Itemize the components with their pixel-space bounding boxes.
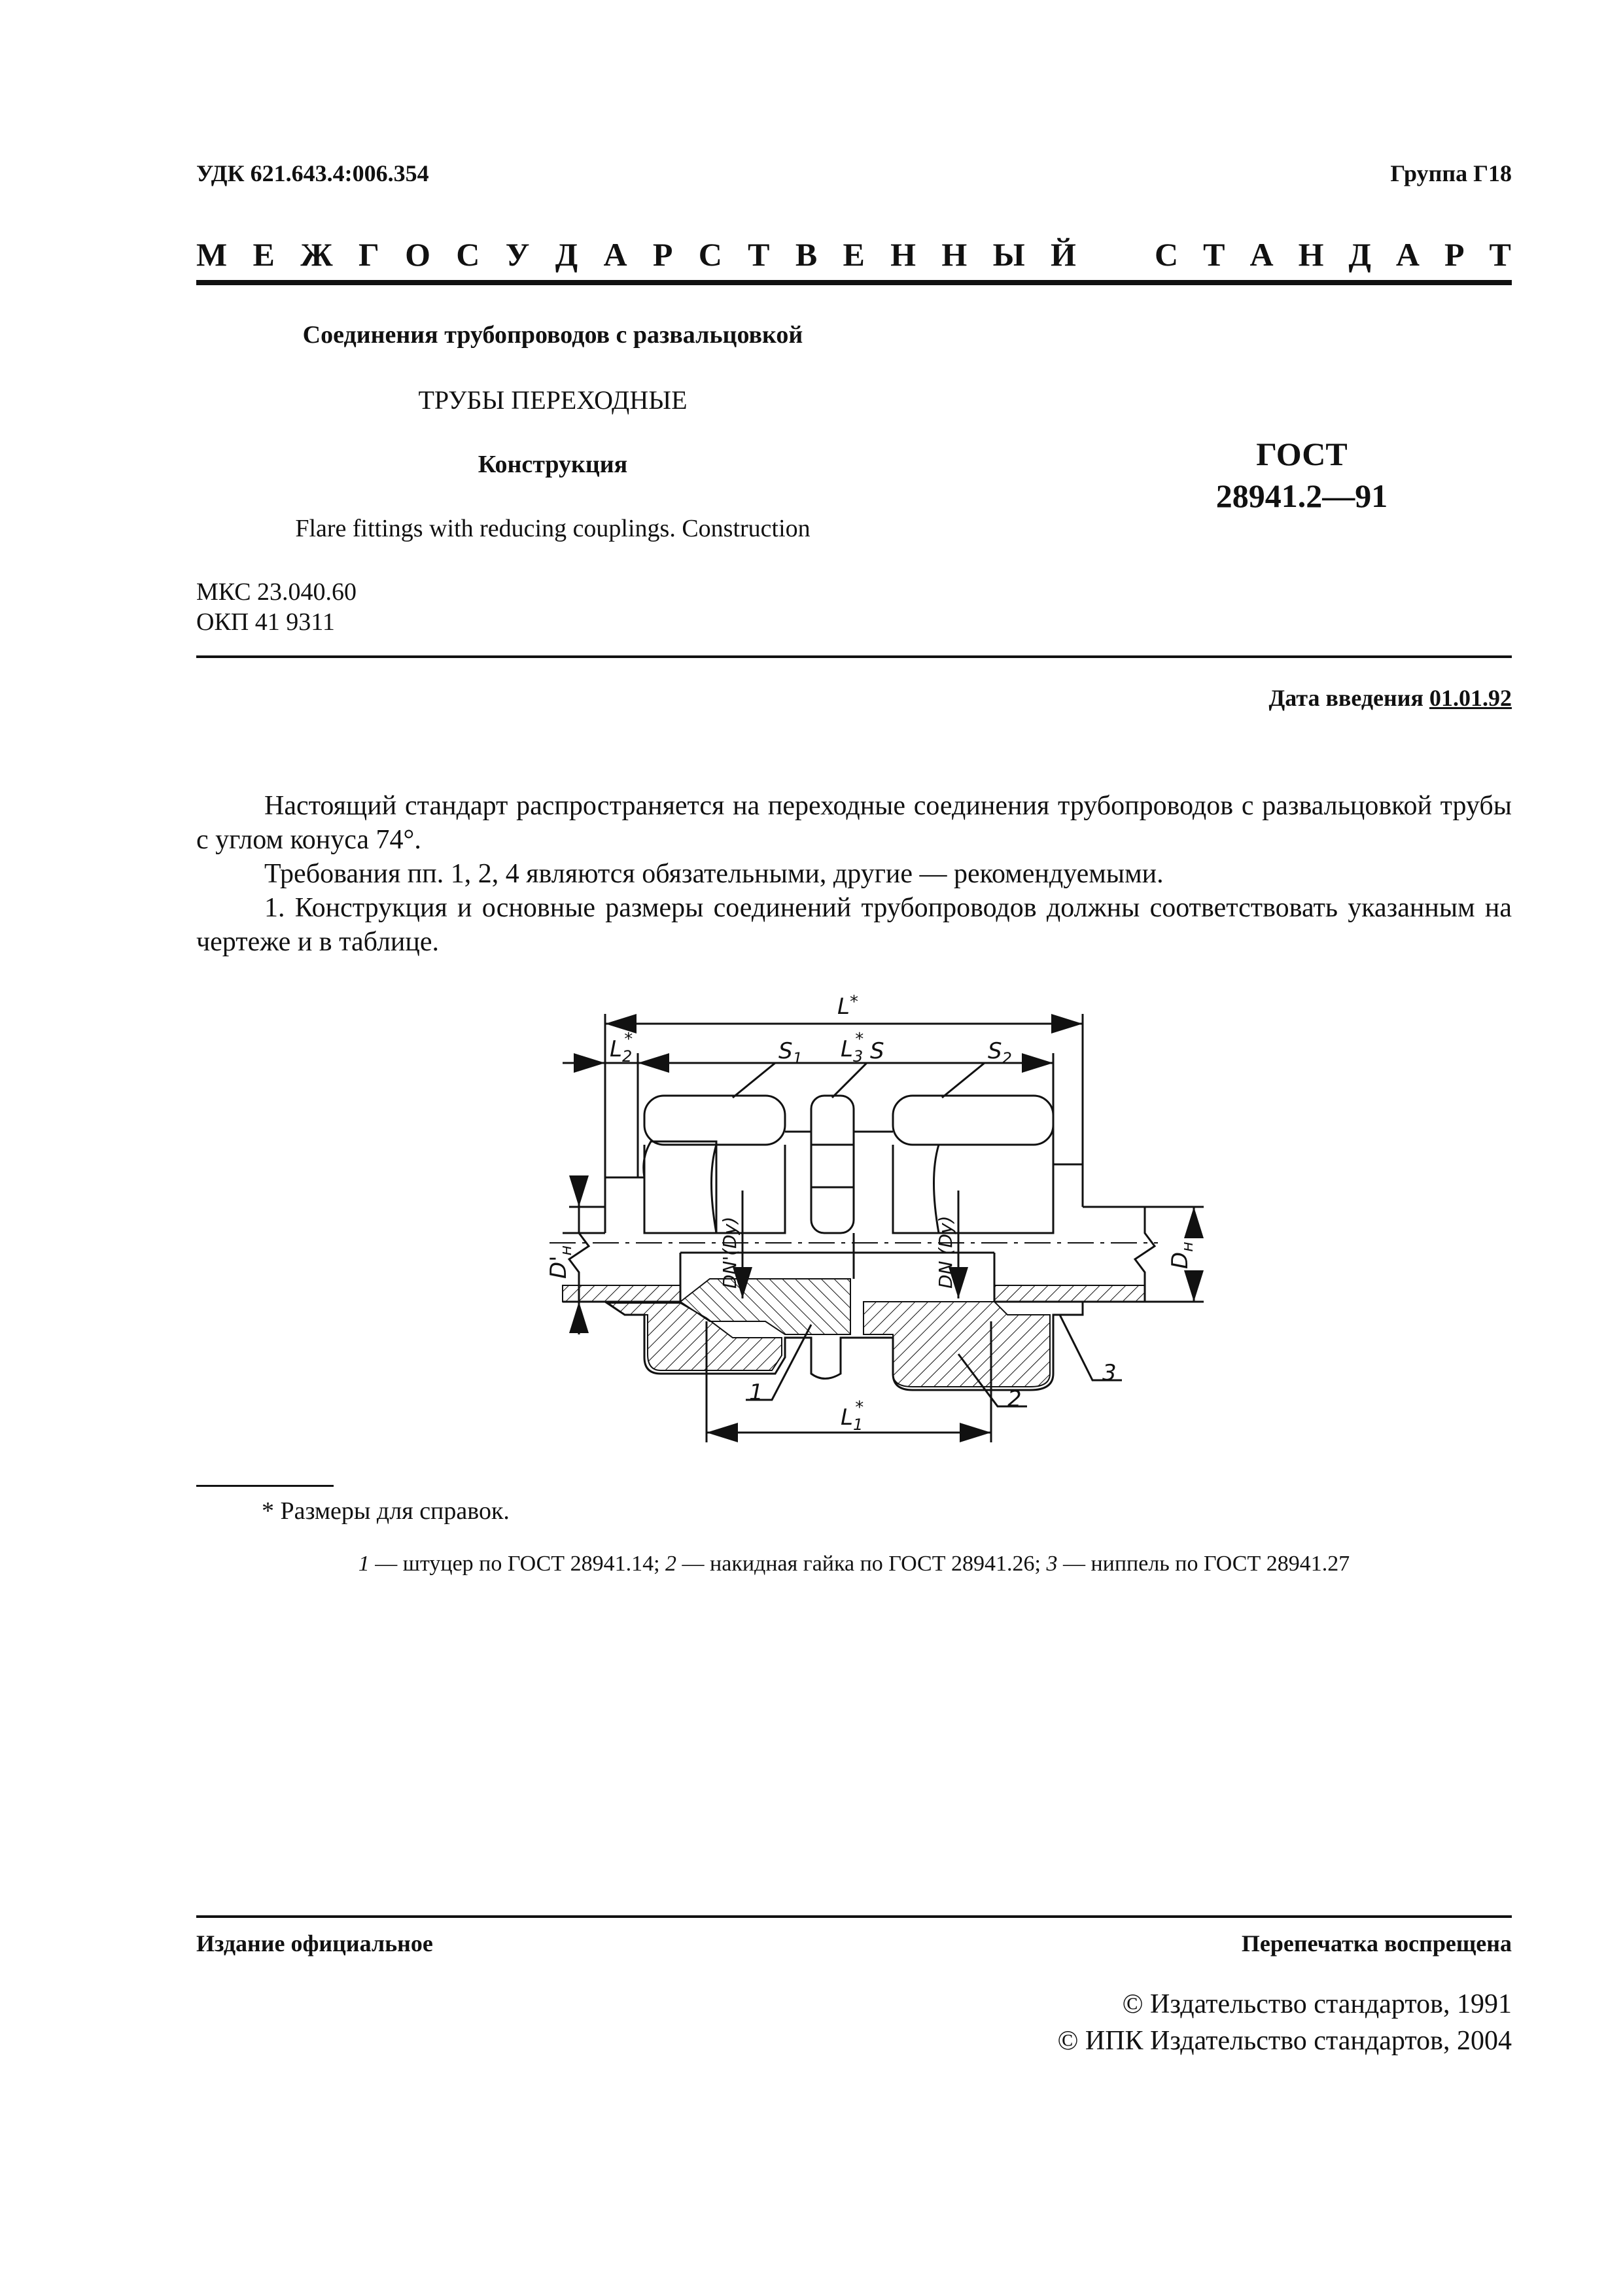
heading-letter: Г [358,236,379,273]
label-dn1: DN'(Dу) [719,1216,741,1289]
left-tube-section [563,1285,680,1302]
heading-letter: Е [843,236,865,273]
title-english: Flare fittings with reducing couplings. Construction [295,515,811,542]
heading-letter: Д [555,236,578,273]
heading-letter: Ы [992,236,1025,273]
gost-number-block [1138,433,1465,517]
right-nut-hex-top [893,1096,1053,1145]
label-S1: $S_1$ [778,1038,803,1068]
legend-text-2: — накидная гайка по ГОСТ 28941.26; [676,1552,1047,1576]
gost-number: 28941.2—91 [1215,478,1388,514]
label-L3: $L_3*$ [841,1030,864,1066]
heading-letter: С [1155,236,1179,273]
okp-code: ОКП 41 9311 [196,608,335,636]
heading-letter: М [196,236,228,273]
label-S2: $S_2$ [988,1038,1012,1068]
heading-letter: Т [1489,236,1511,273]
spaced-word-2 [1155,235,1511,273]
udk-code: УДК 621.643.4:006.354 [196,160,429,186]
label-L: L* [837,992,858,1020]
heading-letter: Н [1298,236,1324,273]
right-tube-section [994,1285,1145,1302]
copyright-block [1057,1986,1512,2059]
copyright-line-2: © ИПК Издательство стандартов, 2004 [1057,2026,1512,2056]
standard-type-heading [196,235,1511,273]
heading-letter: О [405,236,430,273]
heading-letter: С [456,236,480,273]
separator-rule [196,655,1512,658]
legend-num-3: 3 [1046,1552,1058,1576]
label-S: S [870,1038,884,1064]
footnote: * Размеры для справок. [262,1497,510,1525]
heading-letter: Р [1444,236,1465,273]
heading-letter: А [1249,236,1274,273]
paragraph-scope: Настоящий стандарт распространяется на переходные соединения трубопроводов с развальцовкой трубы с углом конуса 74°. [196,791,1512,855]
heading-letter: Е [253,236,275,273]
title-line-2: ТРУБЫ ПЕРЕХОДНЫЕ [418,385,688,415]
label-dn2: DN (Dу) [935,1215,956,1289]
heading-letter: А [603,236,627,273]
right-nut-outline [893,1145,1053,1233]
mks-code: МКС 23.040.60 [196,578,357,606]
footnote-rule [196,1485,334,1487]
label-dh: $D_н$ [1167,1242,1196,1269]
heading-letter: В [795,236,818,273]
date-of-introduction [1269,684,1512,712]
label-part-3: 3 [1102,1360,1117,1386]
heading-letter: Й [1051,236,1076,273]
legend-num-2: 2 [665,1552,677,1576]
reprint-prohibited: Перепечатка воспрещена [1241,1930,1512,1957]
left-nut-hex-top [644,1096,785,1145]
paragraph-requirements: Требования пп. 1, 2, 4 являются обязательными, другие — рекомендуемыми. [264,859,1164,889]
heading-letter: Ж [300,236,333,273]
date-label: Дата введения [1268,685,1423,711]
nut-section-right [864,1302,1050,1387]
group-code: Группа Г18 [1390,160,1512,186]
parts-legend [196,1552,1512,1576]
paragraph-clause-1: 1. Конструкция и основные размеры соединений трубопроводов должны соответствовать указанным на чертеже и в таблице. [196,893,1512,957]
leader-s [832,1063,890,1098]
label-part-2: 2 [1007,1386,1022,1412]
gost-label: ГОСТ [1256,436,1348,472]
legend-text-3: — ниппель по ГОСТ 28941.27 [1057,1552,1350,1576]
coupling-drawing [484,981,1243,1465]
heading-letter: Д [1348,236,1371,273]
spaced-word-1 [196,235,1076,273]
heading-letter: А [1395,236,1420,273]
heading-letter: Т [1203,236,1225,273]
top-rule [196,280,1512,285]
legend-num-1: 1 [358,1552,370,1576]
edition-official: Издание официальное [196,1930,433,1957]
leader-s1 [733,1063,805,1098]
heading-letter: С [698,236,722,273]
copyright-line-1: © Издательство стандартов, 1991 [1122,1989,1512,2019]
label-dh-prime: $D'_н$ [546,1245,575,1279]
heading-letter: У [505,236,530,273]
legend-text-1: — штуцер по ГОСТ 28941.14; [369,1552,666,1576]
left-nut-body [644,1141,716,1233]
heading-letter: Р [652,236,673,273]
date-value: 01.01.92 [1429,685,1512,711]
footer-rule [196,1915,1512,1918]
heading-letter: Т [748,236,770,273]
classification-codes [196,577,357,637]
leader-s2 [942,1063,1014,1098]
label-L2: $L_2*$ [610,1030,633,1066]
heading-letter: Н [890,236,916,273]
central-hex [811,1096,854,1233]
label-part-1: 1 [749,1380,763,1406]
label-L1: $L_1*$ [841,1398,864,1434]
title-line-3: Конструкция [478,451,628,478]
title-line-1: Соединения трубопроводов с развальцовкой [302,321,803,349]
heading-letter: Н [941,236,968,273]
